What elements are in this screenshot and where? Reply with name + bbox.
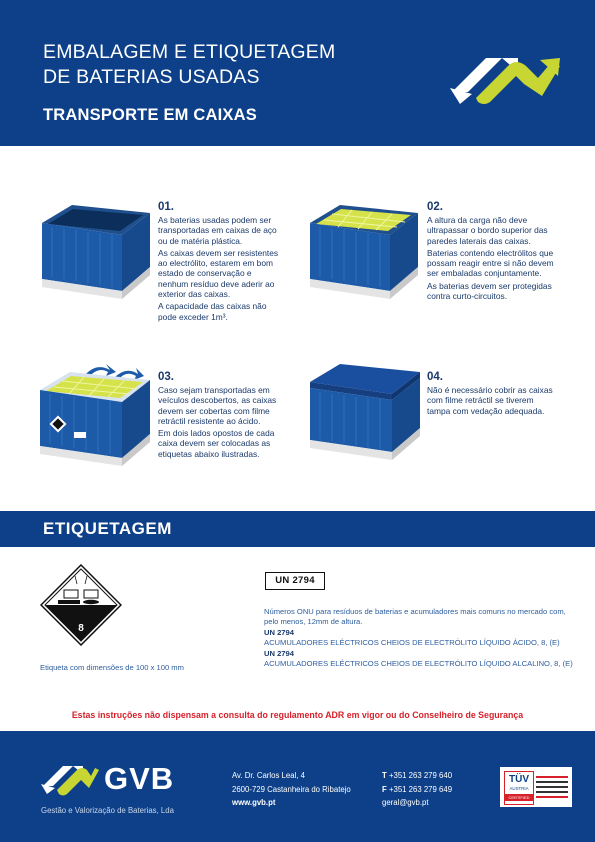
fax-line	[382, 783, 452, 797]
un-entry-code: UN 2794	[264, 649, 294, 659]
un-entry-desc: ACUMULADORES ELÉCTRICOS CHEIOS DE ELECTRÓLITO LÍQUIDO ALCALINO, 8, (E)	[264, 658, 573, 668]
title-line-2: DE BATERIAS USADAS	[43, 66, 260, 88]
tuv-seal	[504, 771, 534, 805]
labeling-section-bar	[0, 511, 595, 547]
title-line-1: EMBALAGEM E ETIQUETAGEM	[43, 41, 336, 63]
step-number: 02.	[427, 201, 443, 213]
shrink-wrapped-crate-illustration	[40, 362, 152, 466]
corrosive-hazard-label	[40, 564, 122, 646]
phone-number: +351 263 279 640	[388, 771, 453, 780]
step-4	[427, 370, 559, 418]
regulation-warning: Estas instruções não dispensam a consulta do regulamento ADR em vigor ou do Conselheiro de Segurança	[71, 710, 524, 720]
tuv-country: AUSTRIA	[509, 786, 529, 791]
gvb-logo-icon	[41, 758, 99, 798]
step-paragraph: As baterias devem ser protegidas contra curto-circuitos.	[427, 280, 552, 302]
website-link[interactable]: www.gvb.pt	[232, 798, 276, 807]
footer	[0, 731, 595, 842]
brand-name: GVB	[104, 761, 175, 796]
recycle-arrows-logo-icon	[446, 44, 564, 112]
email-link[interactable]: geral@gvb.pt	[382, 798, 429, 807]
address-block	[232, 769, 351, 810]
step-1	[158, 200, 284, 324]
tuv-certification-badge	[500, 767, 572, 807]
step-number: 03.	[158, 371, 174, 383]
un-entry-desc: ACUMULADORES ELÉCTRICOS CHEIOS DE ELECTRÓLITO LÍQUIDO ÁCIDO, 8, (E)	[264, 637, 560, 647]
page-subtitle: TRANSPORTE EM CAIXAS	[43, 106, 257, 124]
step-paragraph: Em dois lados opostos de cada caixa devem ser colocadas as etiquetas abaixo ilustradas.	[158, 428, 275, 459]
step-3	[158, 370, 286, 461]
step-paragraph: Baterias contendo electrólitos que possam reagir entre si não devem ser embaladas conjuntamente.	[427, 247, 554, 279]
phone-label: T	[382, 771, 387, 780]
header-banner	[0, 0, 595, 146]
fax-label: F	[382, 784, 387, 794]
step-paragraph: Caso sejam transportadas em veículos descobertos, as caixas devem ser cobertas com filme retráctil resistente ao ácido.	[158, 385, 277, 426]
step-number: 04.	[427, 371, 443, 383]
step-paragraph: A altura da carga não deve ultrapassar o bordo superior das paredes laterais das caixas.	[427, 215, 548, 246]
step-2	[427, 200, 559, 303]
phone-line	[382, 769, 452, 783]
step-paragraph: As caixas devem ser resistentes ao electrólito, estarem em bom estado de conservação e nenhum resíduo deve aderir ao exterior das caixas.	[158, 247, 279, 300]
step-paragraph: Não é necessário cobrir as caixas com filme retráctil se tiverem tampa com vedação adequada.	[427, 385, 553, 416]
labeling-title: ETIQUETAGEM	[43, 519, 172, 538]
fax-number: +351 263 279 649	[388, 784, 453, 794]
diamond-class-number: 8	[78, 623, 84, 634]
label-caption: Etiqueta com dimensões de 100 x 100 mm	[40, 663, 184, 672]
lidded-crate-illustration	[310, 362, 420, 462]
un-intro: Números ONU para resíduos de baterias e acumuladores mais comuns no mercado com, pelo menos, 12mm de altura.	[264, 607, 566, 626]
un-numbers-text	[264, 607, 574, 669]
tuv-status: CERTIFIED	[505, 794, 533, 801]
open-crate-illustration	[42, 203, 150, 300]
address-line: 2600-729 Castanheira do Ribatejo	[232, 784, 351, 794]
un-number-box: UN 2794	[265, 572, 325, 590]
contact-block	[382, 769, 452, 810]
un-entry-code: UN 2794	[264, 628, 294, 638]
brand-subtitle: Gestão e Valorização de Baterias, Lda	[41, 806, 174, 815]
step-paragraph: As baterias usadas podem ser transportadas em caixas de aço ou de matéria plástica.	[158, 215, 277, 246]
step-number: 01.	[158, 201, 174, 213]
loaded-crate-illustration	[310, 203, 418, 300]
page-title	[43, 40, 335, 90]
address-line: Av. Dr. Carlos Leal, 4	[232, 771, 305, 780]
tuv-brand: TÜV	[509, 774, 529, 785]
tuv-fine-print	[536, 776, 568, 798]
step-paragraph: A capacidade das caixas não pode exceder 1m³.	[158, 301, 267, 322]
